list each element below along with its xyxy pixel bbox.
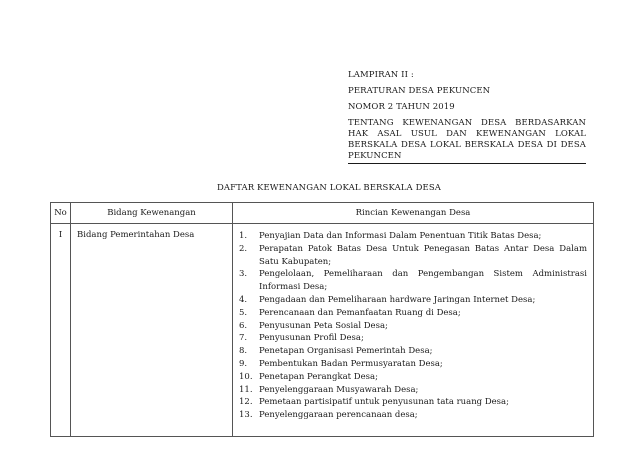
lampiran-label: LAMPIRAN II :: [348, 70, 414, 80]
rincian-list: [239, 230, 587, 422]
item-number: 13.: [239, 410, 253, 421]
item-text: Perapatan Patok Batas Desa Untuk Penegasan Batas Antar Desa Dalam Satu Kabupaten;: [259, 243, 587, 267]
row-rincian: [233, 224, 593, 436]
list-item: [239, 358, 587, 371]
item-text: Penetapan Organisasi Pemerintah Desa;: [259, 346, 433, 357]
item-number: 12.: [239, 397, 253, 408]
list-item: [239, 307, 587, 320]
kewenangan-table: [50, 202, 594, 437]
lampiran-header: [348, 70, 586, 164]
list-item: [239, 371, 587, 384]
item-number: 4.: [239, 294, 248, 305]
list-item: [239, 294, 587, 307]
item-number: 6.: [239, 320, 248, 331]
list-item: [239, 384, 587, 397]
nomor-line: NOMOR 2 TAHUN 2019: [348, 102, 455, 112]
peraturan-line: PERATURAN DESA PEKUNCEN: [348, 86, 491, 96]
item-text: Penetapan Perangkat Desa;: [259, 371, 378, 382]
document-title: DAFTAR KEWENANGAN LOKAL BERSKALA DESA: [217, 183, 441, 193]
list-item: [239, 243, 587, 269]
tentang-text: TENTANG KEWENANGAN DESA BERDASARKAN HAK ASAL USUL DAN KEWENANGAN LOKAL BERSKALA DESA LOKAL BERSKALA DESA DI DESA PEKUNCEN: [348, 118, 586, 164]
table-row: [51, 224, 593, 436]
item-number: 9.: [239, 358, 248, 369]
list-item: [239, 320, 587, 333]
header-no: No: [51, 203, 71, 223]
list-item: [239, 345, 587, 358]
item-text: Penyusunan Peta Sosial Desa;: [259, 320, 388, 331]
item-number: 2.: [239, 243, 248, 254]
item-number: 5.: [239, 307, 248, 318]
item-text: Perencanaan dan Pemanfaatan Ruang di Desa;: [259, 307, 461, 318]
item-text: Pengelolaan, Pemeliharaan dan Pengembangan Sistem Administrasi Informasi Desa;: [259, 269, 587, 293]
item-text: Penyajian Data dan Informasi Dalam Penentuan Titik Batas Desa;: [259, 231, 542, 241]
item-text: Penyelenggaraan Musyawarah Desa;: [259, 384, 419, 395]
item-number: 3.: [239, 269, 248, 280]
item-text: Pemetaan partisipatif untuk penyusunan tata ruang Desa;: [259, 397, 509, 408]
list-item: [239, 332, 587, 345]
item-number: 11.: [239, 384, 253, 395]
item-number: 7.: [239, 333, 248, 344]
item-text: Penyelenggaraan perencanaan desa;: [259, 410, 418, 421]
item-text: Pembentukan Badan Permusyaratan Desa;: [259, 358, 443, 369]
item-text: Penyusunan Profil Desa;: [259, 333, 364, 344]
header-bidang: Bidang Kewenangan: [71, 203, 233, 223]
item-number: 8.: [239, 346, 248, 357]
item-number: 1.: [239, 231, 248, 241]
row-no: I: [51, 224, 71, 436]
header-rincian: Rincian Kewenangan Desa: [355, 208, 471, 218]
list-item: [239, 409, 587, 422]
list-item: [239, 396, 587, 409]
list-item: [239, 268, 587, 294]
item-text: Pengadaan dan Pemeliharaan hardware Jaringan Internet Desa;: [259, 294, 536, 305]
row-bidang: Bidang Pemerintahan Desa: [71, 224, 233, 436]
table-header-row: [51, 203, 593, 224]
list-item: [239, 230, 587, 243]
item-number: 10.: [239, 371, 253, 382]
